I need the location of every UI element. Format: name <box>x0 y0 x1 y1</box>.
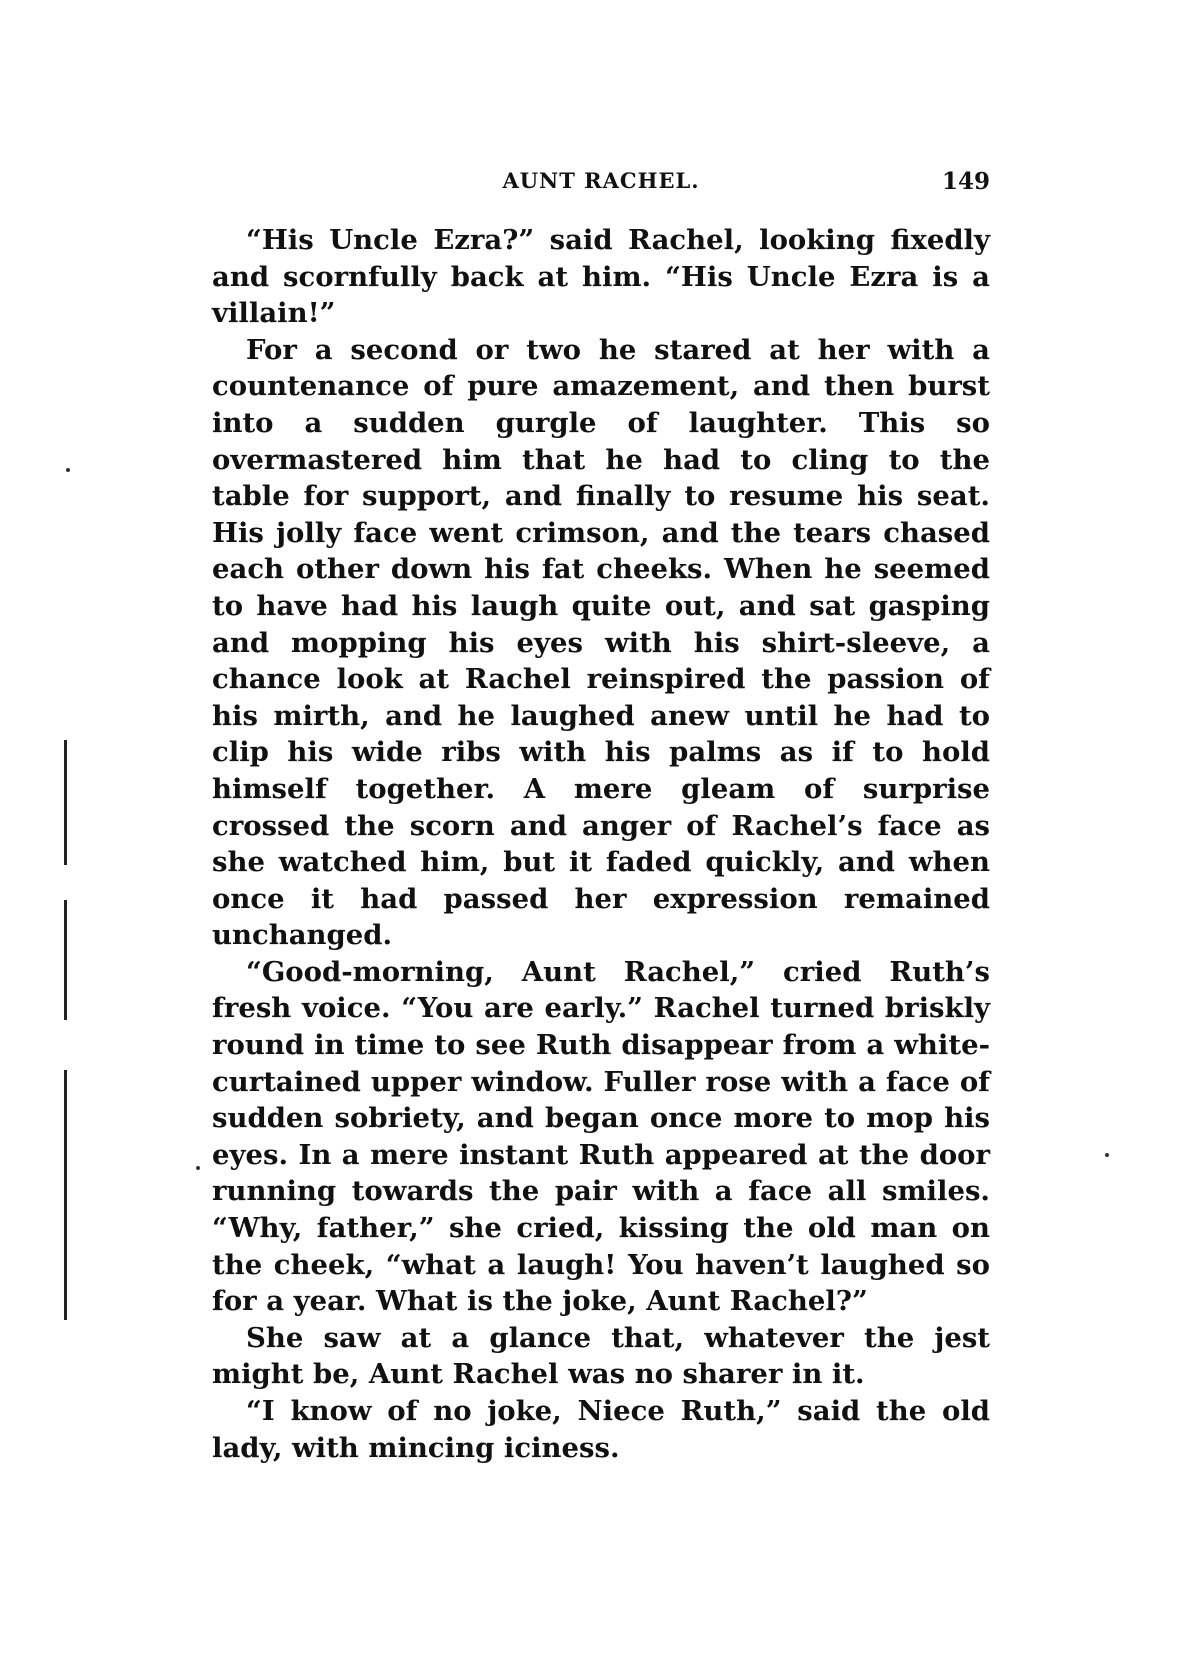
scan-margin-line <box>64 900 67 1020</box>
scan-margin-line <box>64 1070 67 1320</box>
body-text <box>212 222 990 1466</box>
paragraph: For a second or two he stared at her with a countenance of pure amazement, and then burst into a sudden gurgle of laughter. This so overmastered him that he had to cling to the table for support, and finally to resume his seat. His jolly face went crimson, and the tears chased each other down his fat cheeks. When he seemed to have had his laugh quite out, and sat gasping and mopping his eyes with his shirt-sleeve, a chance look at Rachel reinspired the passion of his mirth, and he laughed anew until he had to clip his wide ribs with his palms as if to hold himself together. A mere gleam of surprise crossed the scorn and anger of Rachel’s face as she watched him, but it faded quickly, and when once it had passed her expression remained unchanged. <box>212 333 990 952</box>
scan-speck <box>196 1166 200 1170</box>
paragraph: She saw at a glance that, whatever the jest might be, Aunt Rachel was no sharer in it. <box>212 1321 990 1391</box>
scan-speck <box>1105 1153 1109 1157</box>
paragraph: “I know of no joke, Niece Ruth,” said the old lady, with mincing iciness. <box>212 1395 990 1464</box>
running-head <box>212 168 990 200</box>
paragraph: “Good-morning, Aunt Rachel,” cried Ruth’s fresh voice. “You are early.” Rachel turned briskly round in time to see Ruth disappear from a white-curtained upper window. Fuller rose with a face of sudden sobriety, and began once more to mop his eyes. In a mere instant Ruth appeared at the door running towards the pair with a face all smiles. “Why, father,” she cried, kissing the old man on the cheek, “what a laugh! You haven’t laughed so for a year. What is the joke, Aunt Rachel?” <box>212 955 990 1318</box>
running-title: AUNT RACHEL. <box>502 168 700 193</box>
scan-speck <box>66 468 70 472</box>
paragraph: “His Uncle Ezra?” said Rachel, looking fixedly and scornfully back at him. “His Uncle Ezra is a villain!” <box>212 224 990 330</box>
scan-margin-line <box>64 740 67 865</box>
page-number: 149 <box>941 168 990 195</box>
